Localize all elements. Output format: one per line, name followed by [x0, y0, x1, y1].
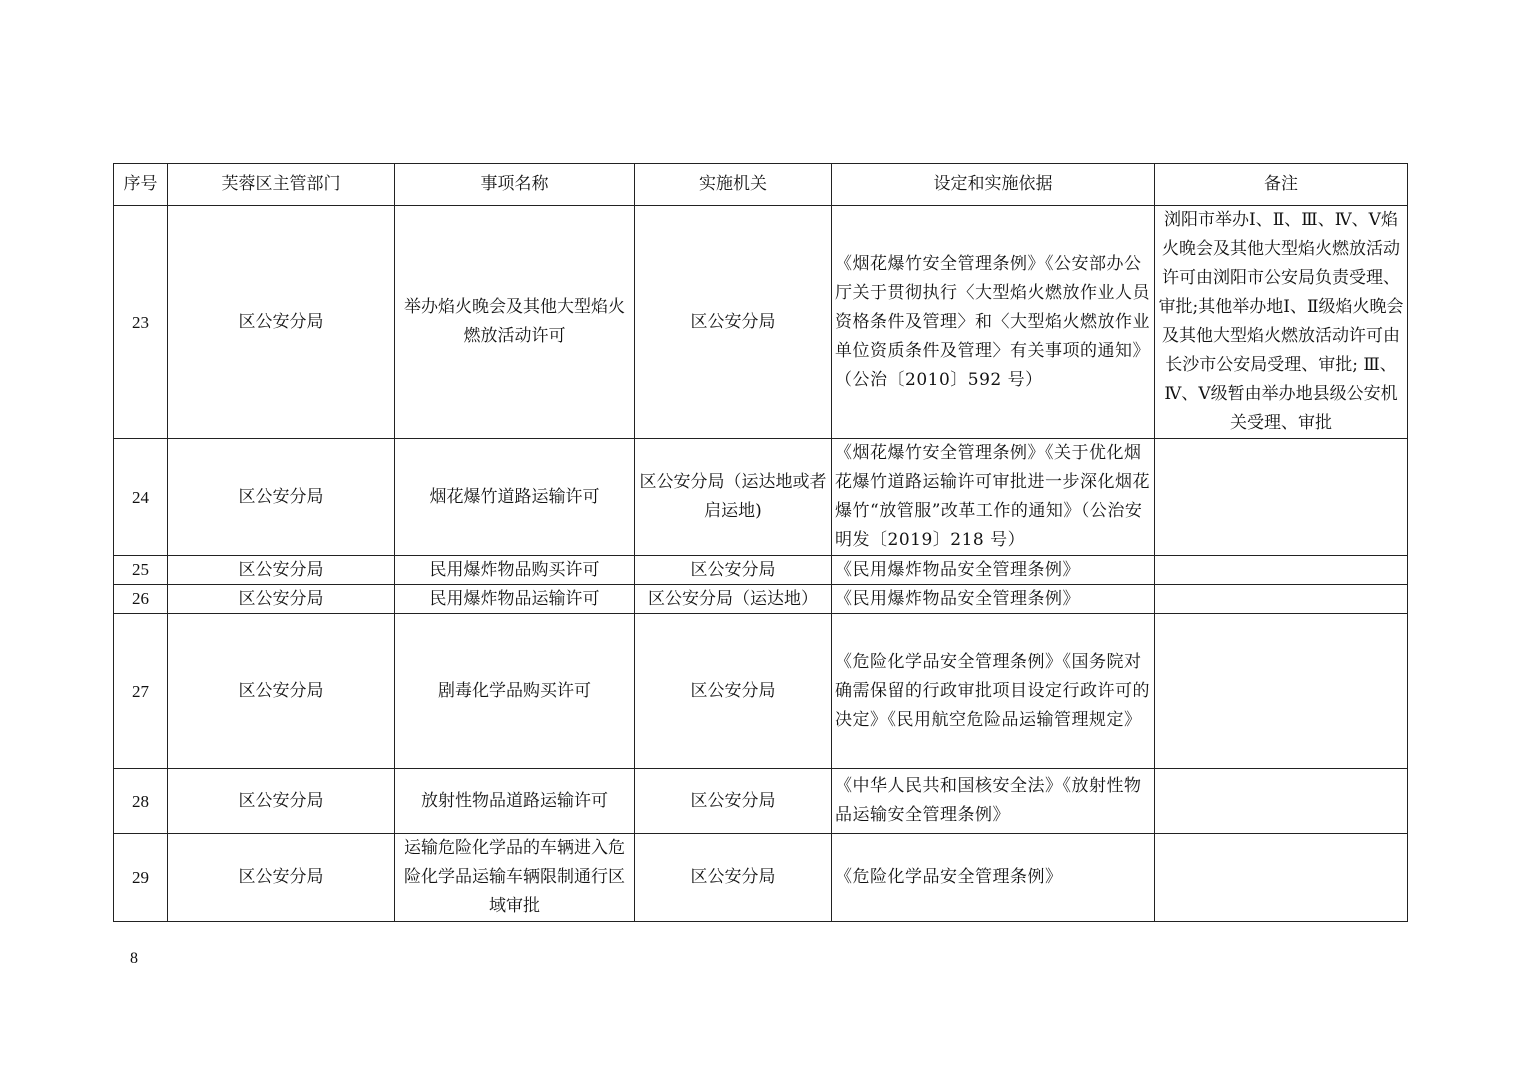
header-dept: 芙蓉区主管部门: [168, 164, 395, 206]
row-dept: 区公安分局: [168, 834, 395, 922]
row-dept: 区公安分局: [168, 439, 395, 556]
table-row: [114, 556, 1408, 585]
row-item: 烟花爆竹道路运输许可: [395, 439, 635, 556]
row-basis: 《危险化学品安全管理条例》: [832, 834, 1155, 922]
row-item: 民用爆炸物品运输许可: [395, 585, 635, 614]
row-basis: 《危险化学品安全管理条例》《国务院对确需保留的行政审批项目设定行政许可的决定》《民用航空危险品运输管理规定》: [832, 614, 1155, 769]
header-no: 序号: [114, 164, 168, 206]
header-remark: 备注: [1155, 164, 1408, 206]
row-agency: 区公安分局: [635, 834, 832, 922]
row-remark: [1155, 614, 1408, 769]
row-no: 26: [114, 585, 168, 614]
row-remark: [1155, 556, 1408, 585]
row-basis: 《中华人民共和国核安全法》《放射性物品运输安全管理条例》: [832, 769, 1155, 834]
row-item: 民用爆炸物品购买许可: [395, 556, 635, 585]
row-no: 23: [114, 206, 168, 439]
row-basis: 《民用爆炸物品安全管理条例》: [832, 585, 1155, 614]
row-agency: 区公安分局: [635, 614, 832, 769]
table-row: [114, 769, 1408, 834]
row-no: 27: [114, 614, 168, 769]
row-item: 剧毒化学品购买许可: [395, 614, 635, 769]
row-dept: 区公安分局: [168, 556, 395, 585]
header-item: 事项名称: [395, 164, 635, 206]
row-basis: 《烟花爆竹安全管理条例》《公安部办公厅关于贯彻执行〈大型焰火燃放作业人员资格条件及管理〉和〈大型焰火燃放作业单位资质条件及管理〉有关事项的通知》（公治〔2010〕592 号）: [832, 206, 1155, 439]
row-basis: 《民用爆炸物品安全管理条例》: [832, 556, 1155, 585]
row-remark: 浏阳市举办Ⅰ、Ⅱ、Ⅲ、Ⅳ、Ⅴ焰火晚会及其他大型焰火燃放活动许可由浏阳市公安局负责受理、审批;其他举办地Ⅰ、Ⅱ级焰火晚会及其他大型焰火燃放活动许可由长沙市公安局受理、审批; Ⅲ、Ⅳ、Ⅴ级暂由举办地县级公安机关受理、审批: [1155, 206, 1408, 439]
row-item: 运输危险化学品的车辆进入危险化学品运输车辆限制通行区域审批: [395, 834, 635, 922]
approval-items-table: [113, 163, 1408, 922]
row-no: 24: [114, 439, 168, 556]
row-item: 放射性物品道路运输许可: [395, 769, 635, 834]
page-number: 8: [130, 950, 138, 967]
row-dept: 区公安分局: [168, 769, 395, 834]
table-header-row: [114, 164, 1408, 206]
row-agency: 区公安分局（运达地或者启运地): [635, 439, 832, 556]
table-row: [114, 439, 1408, 556]
table-row: [114, 614, 1408, 769]
table-row: [114, 585, 1408, 614]
row-no: 29: [114, 834, 168, 922]
row-dept: 区公安分局: [168, 614, 395, 769]
row-item: 举办焰火晚会及其他大型焰火燃放活动许可: [395, 206, 635, 439]
row-dept: 区公安分局: [168, 206, 395, 439]
row-remark: [1155, 585, 1408, 614]
row-agency: 区公安分局（运达地）: [635, 585, 832, 614]
row-remark: [1155, 769, 1408, 834]
row-basis: 《烟花爆竹安全管理条例》《关于优化烟花爆竹道路运输许可审批进一步深化烟花爆竹“放管服”改革工作的通知》（公治安明发〔2019〕218 号）: [832, 439, 1155, 556]
header-agency: 实施机关: [635, 164, 832, 206]
table-row: [114, 206, 1408, 439]
row-remark: [1155, 834, 1408, 922]
row-no: 28: [114, 769, 168, 834]
row-no: 25: [114, 556, 168, 585]
row-dept: 区公安分局: [168, 585, 395, 614]
row-agency: 区公安分局: [635, 769, 832, 834]
row-agency: 区公安分局: [635, 206, 832, 439]
row-remark: [1155, 439, 1408, 556]
table-row: [114, 834, 1408, 922]
row-agency: 区公安分局: [635, 556, 832, 585]
header-basis: 设定和实施依据: [832, 164, 1155, 206]
